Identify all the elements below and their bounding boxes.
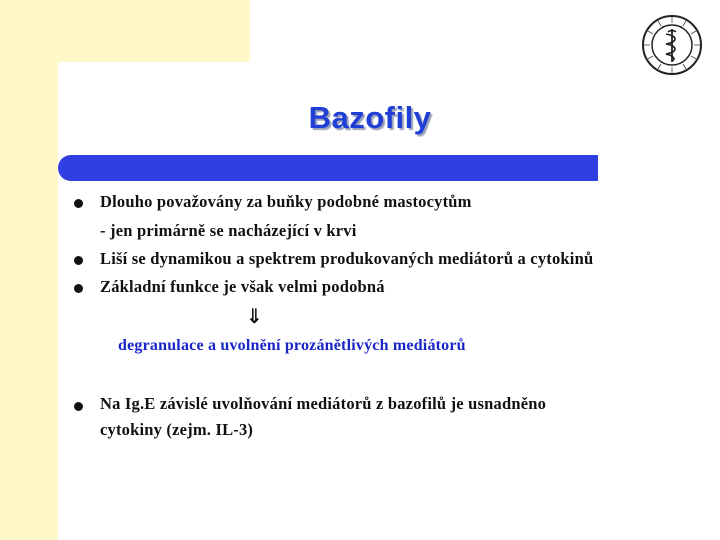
bullet-text: Dlouho považovány za buňky podobné mastocytům [100, 192, 472, 211]
bullet-text: Liší se dynamikou a spektrem produkovaných mediátorů a cytokinů [100, 249, 594, 268]
bullet-dot [74, 199, 83, 208]
title-underline-bar [58, 155, 598, 181]
bullet-text-continued: cytokiny (zejm. IL-3) [100, 420, 254, 439]
bullet-subtext: - jen primárně se nacházející v krvi [100, 221, 357, 240]
bullet-dot [74, 284, 83, 293]
university-seal-icon [641, 14, 703, 76]
bullet-dot [74, 402, 83, 411]
down-arrow-icon: ⇓ [246, 304, 263, 328]
slide-title: Bazofily [308, 100, 432, 135]
bullet-text: Na Ig.E závislé uvolňování mediátorů z bazofilů je usnadněno [100, 394, 547, 413]
bullet-text: Základní funkce je však velmi podobná [100, 277, 385, 296]
background-accent-left [0, 0, 58, 540]
bullet-dot [74, 256, 83, 265]
emphasis-text: degranulace a uvolnění prozánětlivých mediátorů [118, 337, 466, 354]
